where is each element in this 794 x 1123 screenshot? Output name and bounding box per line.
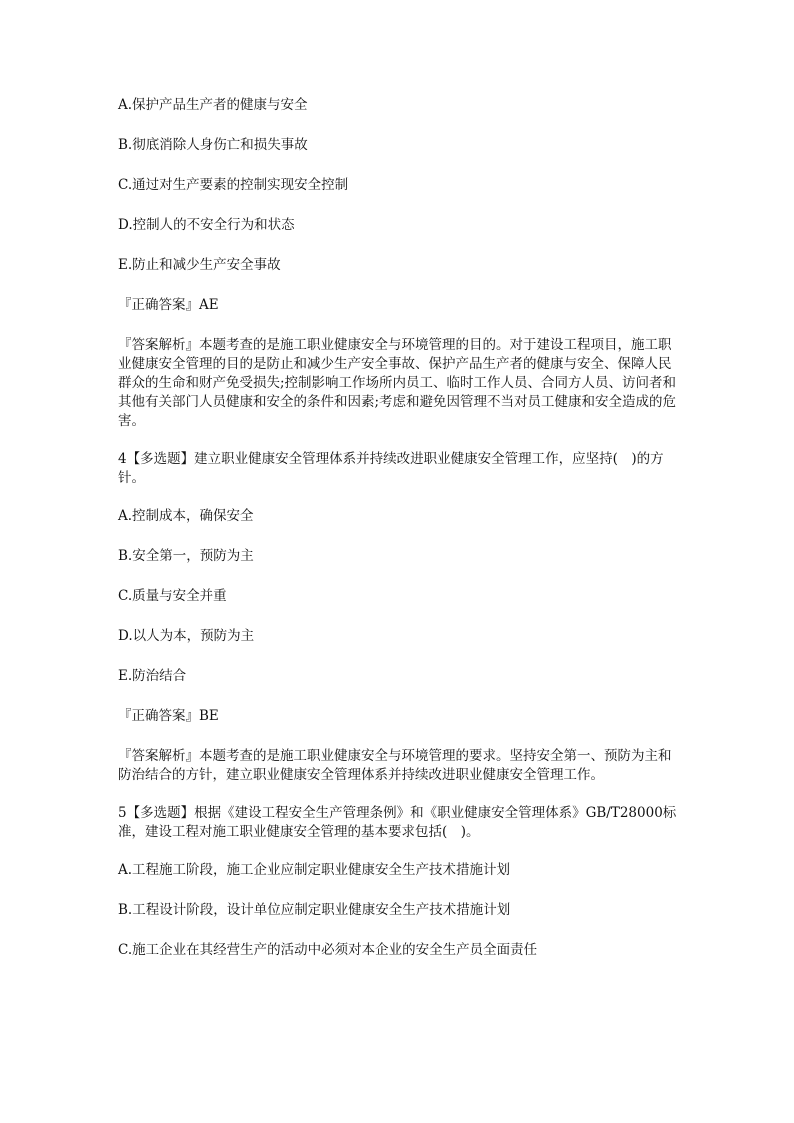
q5-option-b: B.工程设计阶段，设计单位应制定职业健康安全生产技术措施计划 — [118, 902, 511, 918]
q3-answer: 『正确答案』AE — [118, 297, 219, 313]
q4-option-d: D.以人为本，预防为主 — [118, 628, 255, 644]
document-body — [118, 96, 678, 981]
q4-option-e: E.防治结合 — [118, 668, 187, 684]
q4-option-b: B.安全第一，预防为主 — [118, 548, 254, 564]
q4-option-a: A.控制成本，确保安全 — [118, 508, 254, 524]
q4-answer: 『正确答案』BE — [118, 708, 219, 724]
q5-option-c: C.施工企业在其经营生产的活动中必须对本企业的安全生产员全面责任 — [118, 942, 538, 958]
q5-option-a: A.工程施工阶段，施工企业应制定职业健康安全生产技术措施计划 — [118, 862, 511, 878]
q5-question: 5【多选题】根据《建设工程安全生产管理条例》和《职业健康安全管理体系》GB/T28000标准，建设工程对施工职业健康安全管理的基本要求包括( )。 — [118, 805, 677, 840]
q3-option-a: A.保护产品生产者的健康与安全 — [118, 97, 308, 113]
q4-analysis: 『答案解析』本题考查的是施工职业健康安全与环境管理的要求。坚持安全第一、预防为主和防治结合的方针，建立职业健康安全管理体系并持续改进职业健康安全管理工作。 — [118, 748, 672, 783]
q3-option-d: D.控制人的不安全行为和状态 — [118, 217, 295, 233]
q4-question: 4【多选题】建立职业健康安全管理体系并持续改进职业健康安全管理工作，应坚持( )的方针。 — [118, 451, 664, 486]
q3-analysis: 『答案解析』本题考查的是施工职业健康安全与环境管理的目的。对于建设工程项目，施工职业健康安全管理的目的是防止和减少生产安全事故、保护产品生产者的健康与安全、保障人民群众的生命和财产免受损失;控制影响工作场所内员工、临时工作人员、合同方人员、访问者和其他有关部门人员健康和安全的条件和因素;考虑和避免因管理不当对员工健康和安全造成的危害。 — [118, 337, 677, 429]
q4-option-c: C.质量与安全并重 — [118, 588, 227, 604]
q3-option-c: C.通过对生产要素的控制实现安全控制 — [118, 177, 349, 193]
q3-option-e: E.防止和减少生产安全事故 — [118, 257, 281, 273]
q3-option-b: B.彻底消除人身伤亡和损失事故 — [118, 137, 308, 153]
